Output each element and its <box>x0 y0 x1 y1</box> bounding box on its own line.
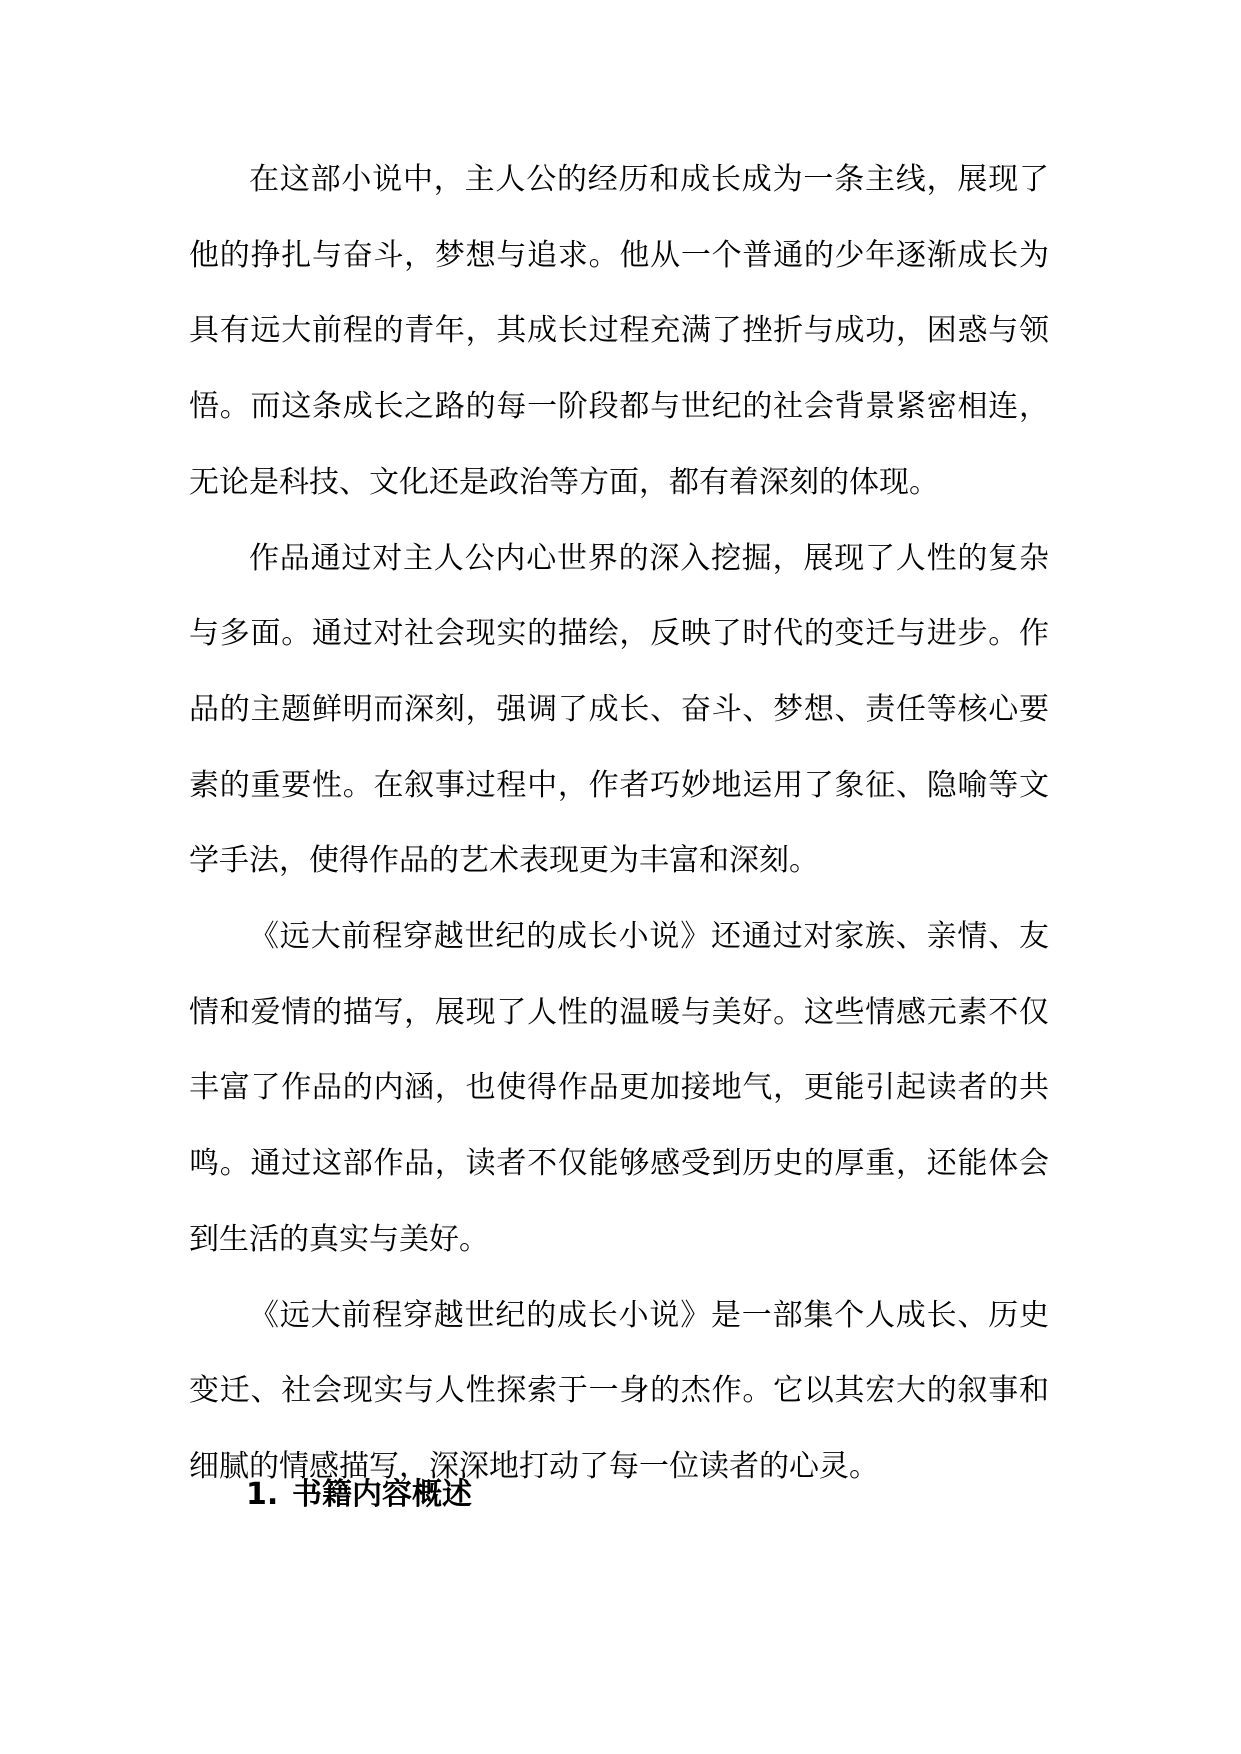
paragraph-2: 作品通过对主人公内心世界的深入挖掘，展现了人性的复杂与多面。通过对社会现实的描绘，反映了时代的变迁与进步。作品的主题鲜明而深刻，强调了成长、奋斗、梦想、责任等核心要素的重要性。在叙事过程中，作者巧妙地运用了象征、隐喻等文学手法，使得作品的艺术表现更为丰富和深刻。 <box>189 540 1049 879</box>
section-number: 1. <box>246 1477 279 1512</box>
section-title: 书籍内容概述 <box>292 1477 472 1512</box>
paragraph-1: 在这部小说中，主人公的经历和成长成为一条主线，展现了他的挣扎与奋斗，梦想与追求。他从一个普通的少年逐渐成长为具有远大前程的青年，其成长过程充满了挫折与成功，困惑与领悟。而这条成长之路的每一阶段都与世纪的社会背景紧密相连，无论是科技、文化还是政治等方面，都有着深刻的体现。 <box>189 162 1049 500</box>
section-heading <box>246 1475 472 1515</box>
paragraph-4: 《远大前程穿越世纪的成长小说》是一部集个人成长、历史变迁、社会现实与人性探索于一身的杰作。它以其宏大的叙事和细腻的情感描写，深深地打动了每一位读者的心灵。 <box>189 1297 1049 1484</box>
body-text <box>189 142 1049 1505</box>
paragraph-3: 《远大前程穿越世纪的成长小说》还通过对家族、亲情、友情和爱情的描写，展现了人性的温暖与美好。这些情感元素不仅丰富了作品的内涵，也使得作品更加接地气，更能引起读者的共鸣。通过这部作品，读者不仅能够感受到历史的厚重，还能体会到生活的真实与美好。 <box>189 919 1049 1257</box>
